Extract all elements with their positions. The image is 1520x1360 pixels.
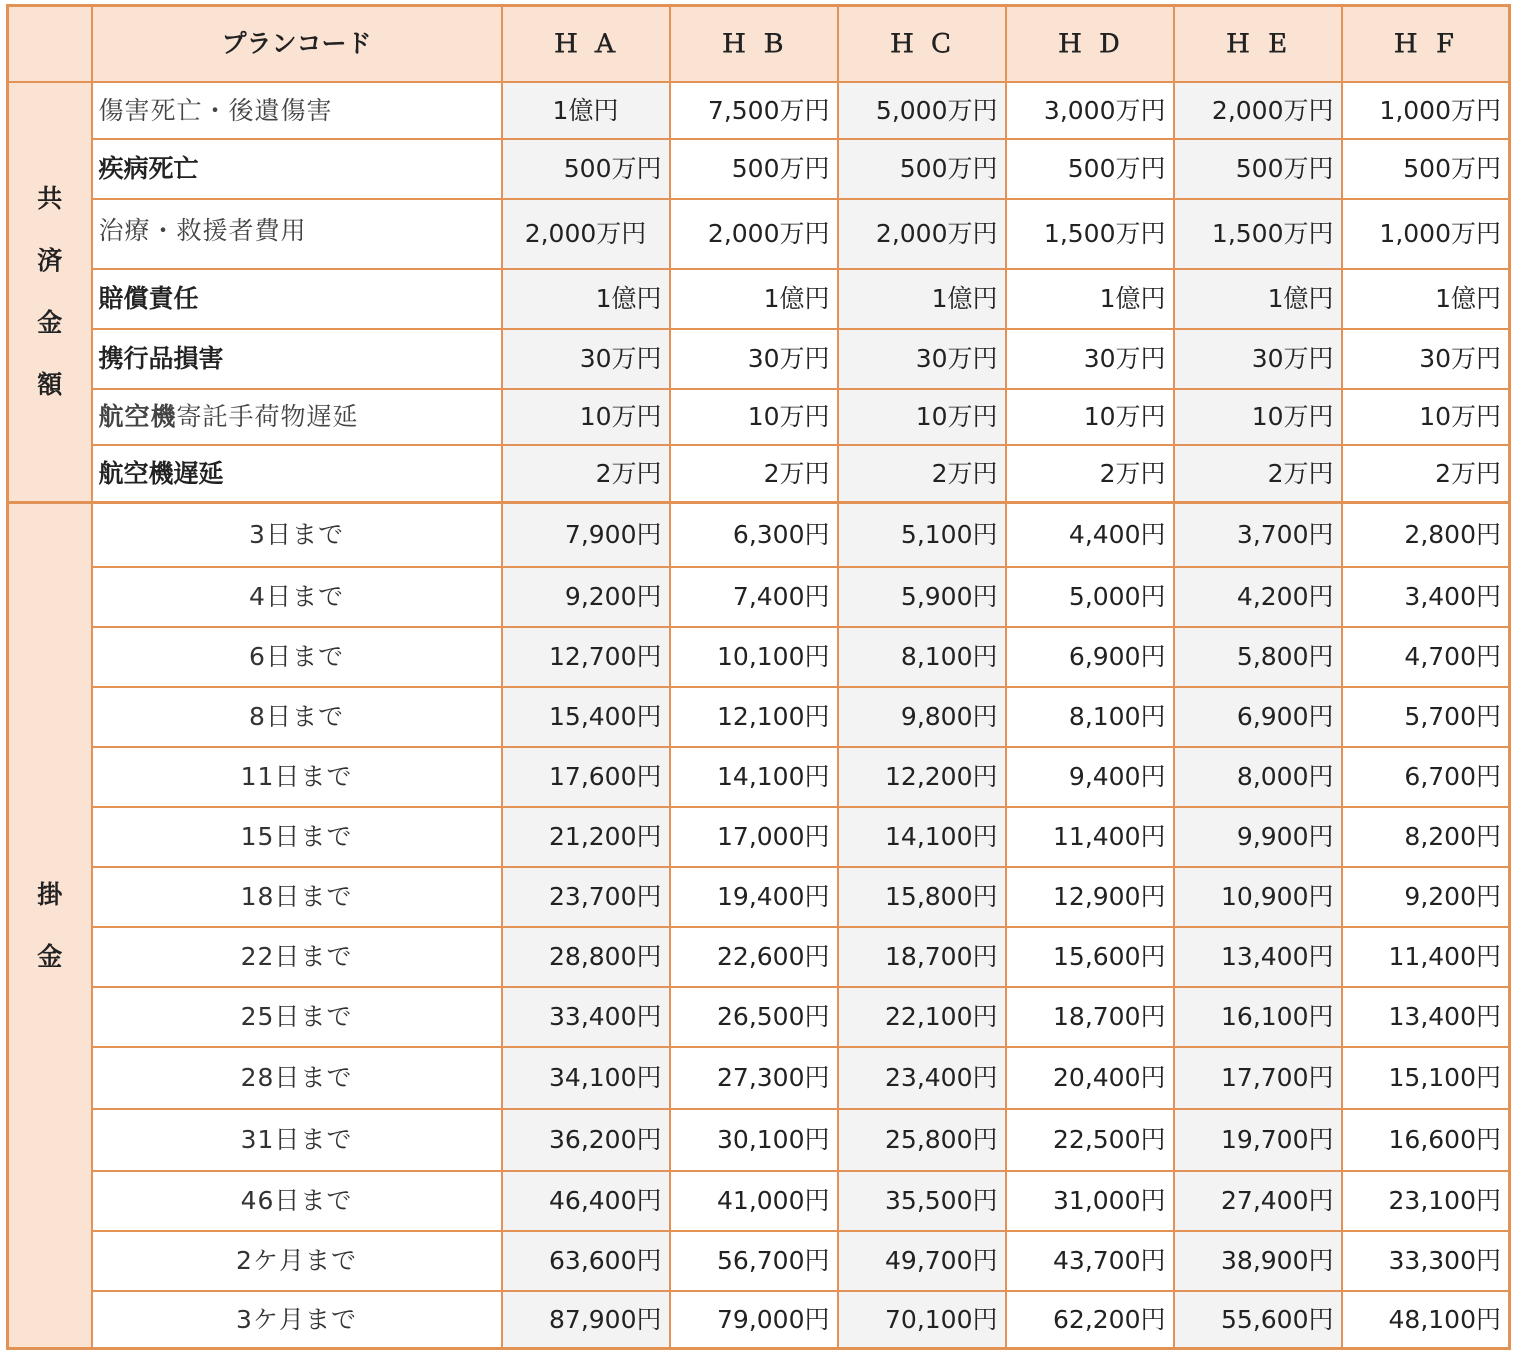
premium-value: 34,100円 <box>502 1047 670 1109</box>
premium-value: 63,600円 <box>502 1231 670 1291</box>
premium-value: 14,100円 <box>670 747 838 807</box>
premium-value: 36,200円 <box>502 1109 670 1171</box>
premium-period: 18日まで <box>92 867 502 927</box>
premium-value: 5,900円 <box>838 567 1006 627</box>
premium-value: 33,300円 <box>1342 1231 1510 1291</box>
coverage-section-char: 額 <box>37 369 63 399</box>
plan-hb-header: ＨＢ <box>670 6 838 82</box>
premium-period: 28日まで <box>92 1047 502 1109</box>
premium-value: 6,300円 <box>670 503 838 567</box>
premium-value: 87,900円 <box>502 1291 670 1349</box>
plan-table <box>6 4 1511 1350</box>
premium-value: 12,700円 <box>502 627 670 687</box>
coverage-value: 30万円 <box>670 329 838 389</box>
premium-value: 15,800円 <box>838 867 1006 927</box>
coverage-value: 500万円 <box>1006 139 1174 199</box>
premium-value: 22,600円 <box>670 927 838 987</box>
premium-row <box>8 627 1510 687</box>
coverage-value: 3,000万円 <box>1006 82 1174 139</box>
premium-value: 38,900円 <box>1174 1231 1342 1291</box>
premium-value: 9,800円 <box>838 687 1006 747</box>
premium-value: 12,900円 <box>1006 867 1174 927</box>
premium-value: 23,700円 <box>502 867 670 927</box>
coverage-value: 1億円 <box>670 269 838 329</box>
premium-value: 3,400円 <box>1342 567 1510 627</box>
coverage-value: 500万円 <box>838 139 1006 199</box>
premium-period: 2ケ月まで <box>92 1231 502 1291</box>
premium-value: 10,100円 <box>670 627 838 687</box>
coverage-value: 1億円 <box>838 269 1006 329</box>
premium-row <box>8 927 1510 987</box>
corner-cell <box>8 6 92 82</box>
premium-value: 9,900円 <box>1174 807 1342 867</box>
premium-value: 55,600円 <box>1174 1291 1342 1349</box>
premium-row <box>8 867 1510 927</box>
premium-value: 23,100円 <box>1342 1171 1510 1231</box>
coverage-value: 5,000万円 <box>838 82 1006 139</box>
premium-value: 4,200円 <box>1174 567 1342 627</box>
premium-row <box>8 1171 1510 1231</box>
premium-value: 19,700円 <box>1174 1109 1342 1171</box>
premium-value: 13,400円 <box>1342 987 1510 1047</box>
plan-hd-header: ＨＤ <box>1006 6 1174 82</box>
premium-value: 8,200円 <box>1342 807 1510 867</box>
premium-value: 6,700円 <box>1342 747 1510 807</box>
premium-value: 17,600円 <box>502 747 670 807</box>
premium-value: 9,200円 <box>502 567 670 627</box>
premium-value: 20,400円 <box>1006 1047 1174 1109</box>
coverage-label-bold-part: 航空機 <box>98 402 177 431</box>
premium-value: 8,000円 <box>1174 747 1342 807</box>
premium-value: 3,700円 <box>1174 503 1342 567</box>
coverage-value: 500万円 <box>502 139 670 199</box>
premium-value: 22,100円 <box>838 987 1006 1047</box>
premium-value: 18,700円 <box>1006 987 1174 1047</box>
coverage-row <box>8 82 1510 139</box>
coverage-value: 1億円 <box>1174 269 1342 329</box>
coverage-value: 10万円 <box>670 389 838 445</box>
premium-value: 15,400円 <box>502 687 670 747</box>
coverage-value: 10万円 <box>502 389 670 445</box>
premium-value: 7,400円 <box>670 567 838 627</box>
coverage-value: 1億円 <box>502 269 670 329</box>
premium-period: 3ケ月まで <box>92 1291 502 1349</box>
coverage-row <box>8 139 1510 199</box>
premium-value: 62,200円 <box>1006 1291 1174 1349</box>
premium-row <box>8 503 1510 567</box>
premium-section-char: 金 <box>37 941 63 971</box>
coverage-section-char: 済 <box>37 245 63 275</box>
coverage-value: 10万円 <box>1342 389 1510 445</box>
coverage-value: 2万円 <box>1174 445 1342 503</box>
coverage-value: 500万円 <box>1342 139 1510 199</box>
premium-value: 27,400円 <box>1174 1171 1342 1231</box>
premium-value: 15,600円 <box>1006 927 1174 987</box>
coverage-row <box>8 389 1510 445</box>
premium-value: 8,100円 <box>838 627 1006 687</box>
premium-period: 6日まで <box>92 627 502 687</box>
coverage-value: 30万円 <box>1342 329 1510 389</box>
premium-row <box>8 1109 1510 1171</box>
coverage-value: 10万円 <box>1174 389 1342 445</box>
coverage-row <box>8 445 1510 503</box>
premium-value: 12,100円 <box>670 687 838 747</box>
coverage-row <box>8 199 1510 269</box>
premium-period: 31日まで <box>92 1109 502 1171</box>
header-row <box>8 6 1510 82</box>
coverage-value: 2,000万円 <box>670 199 838 269</box>
coverage-row <box>8 269 1510 329</box>
premium-period: 3日まで <box>92 503 502 567</box>
premium-period: 46日まで <box>92 1171 502 1231</box>
plan-he-header: ＨＥ <box>1174 6 1342 82</box>
premium-period: 11日まで <box>92 747 502 807</box>
premium-period: 15日まで <box>92 807 502 867</box>
premium-value: 5,700円 <box>1342 687 1510 747</box>
premium-value: 16,100円 <box>1174 987 1342 1047</box>
premium-value: 17,700円 <box>1174 1047 1342 1109</box>
premium-value: 8,100円 <box>1006 687 1174 747</box>
premium-row <box>8 567 1510 627</box>
premium-period: 8日まで <box>92 687 502 747</box>
coverage-value: 500万円 <box>670 139 838 199</box>
premium-value: 11,400円 <box>1006 807 1174 867</box>
coverage-value: 2,000万円 <box>1174 82 1342 139</box>
coverage-label: 航空機遅延 <box>92 445 502 503</box>
premium-period: 22日まで <box>92 927 502 987</box>
coverage-label: 傷害死亡・後遺傷害 <box>92 82 502 139</box>
premium-row <box>8 747 1510 807</box>
premium-row <box>8 687 1510 747</box>
premium-value: 11,400円 <box>1342 927 1510 987</box>
coverage-value: 10万円 <box>1006 389 1174 445</box>
coverage-value: 1,500万円 <box>1174 199 1342 269</box>
coverage-value: 1億円 <box>1342 269 1510 329</box>
premium-value: 9,200円 <box>1342 867 1510 927</box>
premium-value: 5,000円 <box>1006 567 1174 627</box>
coverage-value: 30万円 <box>838 329 1006 389</box>
premium-value: 6,900円 <box>1006 627 1174 687</box>
premium-value: 70,100円 <box>838 1291 1006 1349</box>
coverage-label-rest: 寄託手荷物遅延 <box>176 402 359 431</box>
coverage-value: 7,500万円 <box>670 82 838 139</box>
premium-value: 19,400円 <box>670 867 838 927</box>
premium-value: 48,100円 <box>1342 1291 1510 1349</box>
premium-value: 35,500円 <box>838 1171 1006 1231</box>
coverage-label <box>92 389 502 445</box>
premium-value: 18,700円 <box>838 927 1006 987</box>
premium-value: 46,400円 <box>502 1171 670 1231</box>
premium-value: 28,800円 <box>502 927 670 987</box>
premium-value: 2,800円 <box>1342 503 1510 567</box>
coverage-value: 30万円 <box>1006 329 1174 389</box>
premium-row <box>8 1291 1510 1349</box>
coverage-value: 2万円 <box>1006 445 1174 503</box>
premium-value: 27,300円 <box>670 1047 838 1109</box>
premium-value: 31,000円 <box>1006 1171 1174 1231</box>
plan-hc-header: ＨＣ <box>838 6 1006 82</box>
premium-value: 5,800円 <box>1174 627 1342 687</box>
coverage-row <box>8 329 1510 389</box>
coverage-section-vertical-label <box>37 168 62 416</box>
coverage-value: 1億円 <box>1006 269 1174 329</box>
premium-row <box>8 1047 1510 1109</box>
premium-row <box>8 807 1510 867</box>
premium-value: 79,000円 <box>670 1291 838 1349</box>
coverage-value: 1,000万円 <box>1342 82 1510 139</box>
coverage-section-char: 共 <box>37 183 63 213</box>
premium-value: 49,700円 <box>838 1231 1006 1291</box>
premium-value: 23,400円 <box>838 1047 1006 1109</box>
premium-value: 41,000円 <box>670 1171 838 1231</box>
premium-value: 14,100円 <box>838 807 1006 867</box>
premium-value: 13,400円 <box>1174 927 1342 987</box>
premium-value: 10,900円 <box>1174 867 1342 927</box>
coverage-label: 治療・救援者費用 <box>92 199 502 269</box>
premium-section-vertical-label <box>37 864 62 988</box>
coverage-value: 10万円 <box>838 389 1006 445</box>
premium-section-char: 掛 <box>37 879 63 909</box>
coverage-label: 賠償責任 <box>92 269 502 329</box>
plan-code-label: プランコード <box>92 6 502 82</box>
premium-period: 25日まで <box>92 987 502 1047</box>
premium-value: 21,200円 <box>502 807 670 867</box>
coverage-value: 30万円 <box>502 329 670 389</box>
premium-value: 15,100円 <box>1342 1047 1510 1109</box>
coverage-value: 1億円 <box>502 82 670 139</box>
coverage-value: 2,000万円 <box>502 199 670 269</box>
premium-value: 9,400円 <box>1006 747 1174 807</box>
premium-value: 43,700円 <box>1006 1231 1174 1291</box>
premium-value: 7,900円 <box>502 503 670 567</box>
coverage-value: 1,000万円 <box>1342 199 1510 269</box>
premium-value: 4,400円 <box>1006 503 1174 567</box>
plan-hf-header: ＨＦ <box>1342 6 1510 82</box>
premium-value: 6,900円 <box>1174 687 1342 747</box>
premium-value: 4,700円 <box>1342 627 1510 687</box>
premium-row <box>8 987 1510 1047</box>
premium-value: 30,100円 <box>670 1109 838 1171</box>
premium-value: 22,500円 <box>1006 1109 1174 1171</box>
coverage-value: 1,500万円 <box>1006 199 1174 269</box>
premium-value: 33,400円 <box>502 987 670 1047</box>
coverage-value: 2万円 <box>670 445 838 503</box>
coverage-value: 2万円 <box>838 445 1006 503</box>
premium-row <box>8 1231 1510 1291</box>
premium-value: 17,000円 <box>670 807 838 867</box>
premium-value: 5,100円 <box>838 503 1006 567</box>
coverage-section-char: 金 <box>37 307 63 337</box>
premium-value: 25,800円 <box>838 1109 1006 1171</box>
premium-value: 56,700円 <box>670 1231 838 1291</box>
coverage-value: 2,000万円 <box>838 199 1006 269</box>
coverage-label: 携行品損害 <box>92 329 502 389</box>
premium-value: 26,500円 <box>670 987 838 1047</box>
plan-ha-header: ＨＡ <box>502 6 670 82</box>
premium-section-label <box>8 503 92 1349</box>
premium-value: 16,600円 <box>1342 1109 1510 1171</box>
premium-period: 4日まで <box>92 567 502 627</box>
coverage-section-label <box>8 82 92 503</box>
premium-value: 12,200円 <box>838 747 1006 807</box>
coverage-label: 疾病死亡 <box>92 139 502 199</box>
coverage-value: 2万円 <box>502 445 670 503</box>
coverage-value: 2万円 <box>1342 445 1510 503</box>
coverage-value: 500万円 <box>1174 139 1342 199</box>
coverage-value: 30万円 <box>1174 329 1342 389</box>
